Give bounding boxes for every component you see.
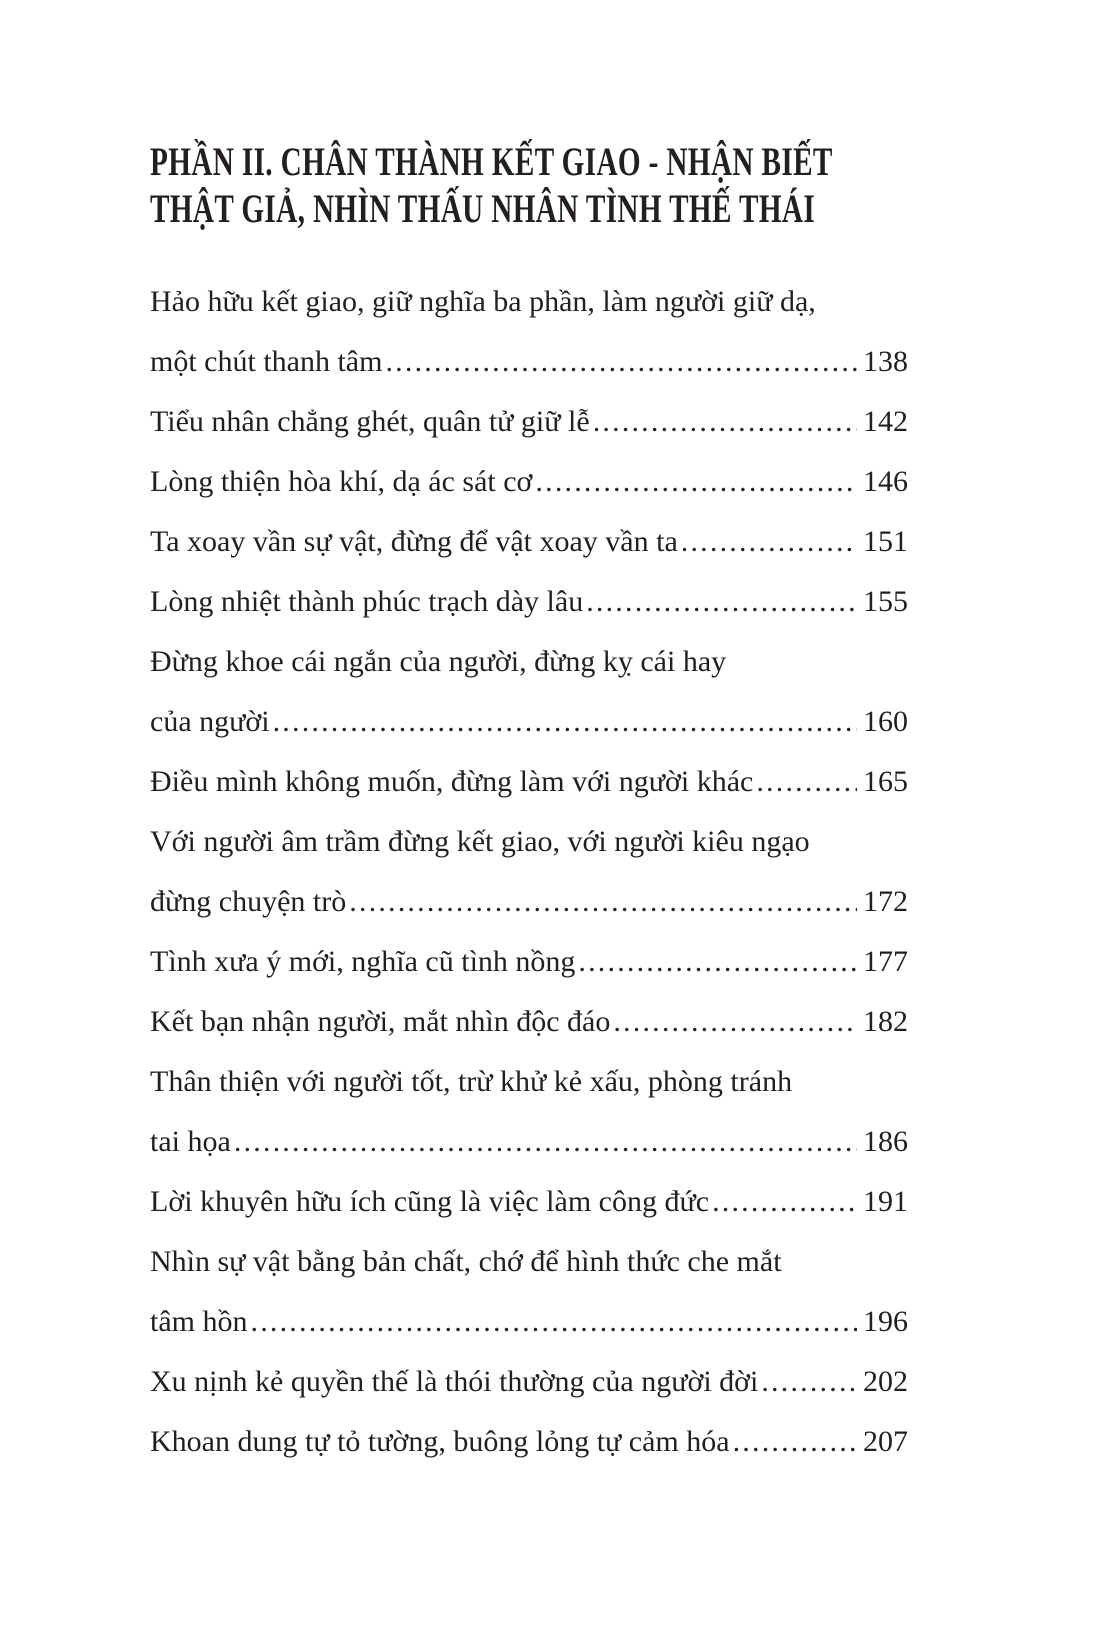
toc-page-number: 165 [863, 765, 908, 798]
toc-entry-line [150, 1292, 908, 1352]
toc-entry-line [150, 812, 908, 872]
toc-entry [150, 992, 908, 1052]
toc-entry-text: của người [150, 705, 270, 738]
toc-list [150, 272, 908, 1472]
toc-entry-line [150, 992, 908, 1052]
toc-entry [150, 1352, 908, 1412]
toc-entry-text: một chút thanh tâm [150, 345, 383, 378]
dot-leader [248, 1292, 858, 1352]
toc-entry-line [150, 452, 908, 512]
toc-entry [150, 1172, 908, 1232]
toc-page-number: 146 [863, 465, 908, 498]
toc-entry-line [150, 1412, 908, 1472]
toc-entry-line [150, 1352, 908, 1412]
toc-entry-text: Xu nịnh kẻ quyền thế là thói thường của người đời [150, 1365, 759, 1398]
toc-entry-text: Tiểu nhân chẳng ghét, quân tử giữ lễ [150, 405, 590, 438]
dot-leader [753, 752, 857, 812]
toc-entry-line [150, 872, 908, 932]
toc-page-number: 151 [863, 525, 908, 558]
toc-entry-text: Tình xưa ý mới, nghĩa cũ tình nồng [150, 945, 576, 978]
toc-page-number: 160 [863, 705, 908, 738]
toc-entry-line [150, 932, 908, 992]
toc-entry-text: Khoan dung tự tỏ tường, buông lỏng tự cảm hóa [150, 1425, 730, 1458]
dot-leader [346, 872, 857, 932]
toc-entry-line [150, 692, 908, 752]
toc-page-number: 202 [863, 1365, 908, 1398]
toc-entry-text: Thân thiện với người tốt, trừ khử kẻ xấu, phòng tránh [150, 1065, 793, 1098]
toc-entry-line [150, 752, 908, 812]
toc-entry-text: Hảo hữu kết giao, giữ nghĩa ba phần, làm người giữ dạ, [150, 285, 816, 318]
toc-entry-text: Lòng nhiệt thành phúc trạch dày lâu [150, 585, 584, 618]
toc-entry [150, 752, 908, 812]
toc-entry-text: Lời khuyên hữu ích cũng là việc làm công đức [150, 1185, 710, 1218]
toc-entry-text: đừng chuyện trò [150, 885, 347, 918]
toc-entry-text: Kết bạn nhận người, mắt nhìn độc đáo [150, 1005, 611, 1038]
toc-entry [150, 932, 908, 992]
dot-leader [758, 1352, 857, 1412]
toc-entry-line [150, 512, 908, 572]
toc-entry-line [150, 1112, 908, 1172]
toc-entry [150, 452, 908, 512]
dot-leader [610, 992, 857, 1052]
toc-entry [150, 1052, 908, 1172]
section-heading [150, 138, 908, 232]
dot-leader [709, 1172, 857, 1232]
dot-leader [532, 452, 857, 512]
toc-page-number: 155 [863, 585, 908, 618]
dot-leader [730, 1412, 857, 1472]
toc-page-number: 142 [863, 405, 908, 438]
dot-leader [583, 572, 857, 632]
toc-page-number: 196 [863, 1305, 908, 1338]
toc-page-number: 177 [863, 945, 908, 978]
dot-leader [678, 512, 857, 572]
toc-entry-text: Nhìn sự vật bằng bản chất, chớ để hình thức che mắt [150, 1245, 782, 1278]
dot-leader [270, 692, 857, 752]
toc-entry-text: tâm hồn [150, 1305, 248, 1338]
toc-entry-text: Lòng thiện hòa khí, dạ ác sát cơ [150, 465, 533, 498]
dot-leader [382, 332, 857, 392]
toc-entry [150, 572, 908, 632]
toc-entry [150, 272, 908, 392]
toc-entry-line [150, 1172, 908, 1232]
toc-entry [150, 812, 908, 932]
toc-page-number: 182 [863, 1005, 908, 1038]
toc-entry-text: Đừng khoe cái ngắn của người, đừng kỵ cái hay [150, 645, 727, 678]
dot-leader [590, 392, 857, 452]
toc-page-number: 191 [863, 1185, 908, 1218]
toc-entry-line [150, 632, 908, 692]
toc-page-number: 172 [863, 885, 908, 918]
toc-entry-line [150, 332, 908, 392]
toc-entry [150, 392, 908, 452]
dot-leader [231, 1112, 857, 1172]
toc-entry-line [150, 1052, 908, 1112]
toc-entry-line [150, 392, 908, 452]
toc-entry-text: tai họa [150, 1125, 231, 1158]
dot-leader [575, 932, 857, 992]
toc-entry [150, 632, 908, 752]
toc-entry-line [150, 272, 908, 332]
toc-page-number: 186 [863, 1125, 908, 1158]
toc-entry-text: Với người âm trầm đừng kết giao, với người kiêu ngạo [150, 825, 810, 858]
toc-entry-line [150, 572, 908, 632]
toc-entry-text: Điều mình không muốn, đừng làm với người khác [150, 765, 754, 798]
toc-entry-text: Ta xoay vần sự vật, đừng để vật xoay vần ta [150, 525, 678, 558]
section-heading-line-1: PHẦN II. CHÂN THÀNH KẾT GIAO - NHẬN BIẾT [150, 139, 833, 184]
toc-entry [150, 1232, 908, 1352]
section-heading-line-2: THẬT GIẢ, NHÌN THẤU NHÂN TÌNH THẾ THÁI [150, 186, 816, 231]
toc-entry [150, 1412, 908, 1472]
toc-page-number: 207 [863, 1425, 908, 1458]
toc-entry [150, 512, 908, 572]
toc-entry-line [150, 1232, 908, 1292]
toc-page-number: 138 [863, 345, 908, 378]
